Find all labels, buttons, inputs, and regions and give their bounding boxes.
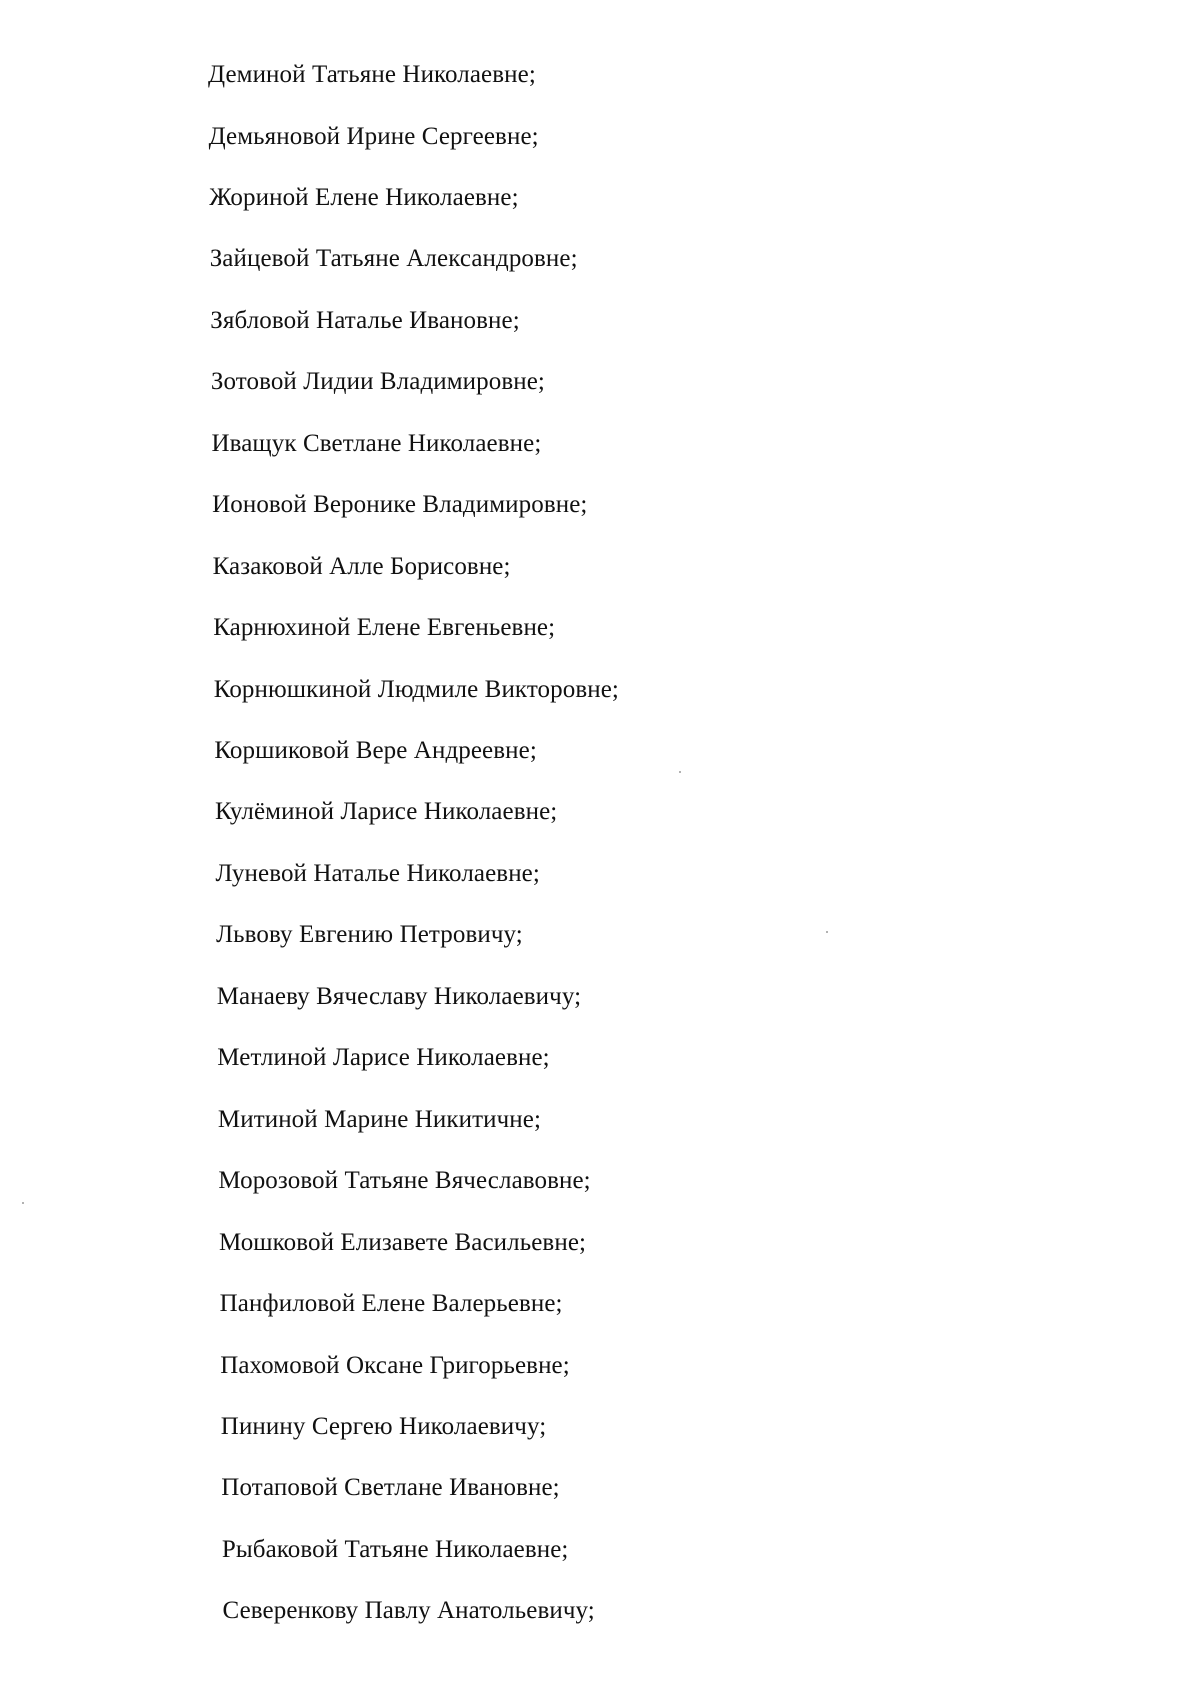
list-item: Метлиной Ларисе Николаевне; — [217, 1044, 550, 1072]
list-item: Митиной Марине Никитичне; — [217, 1105, 541, 1133]
list-item: Деминой Татьяне Николаевне; — [208, 61, 536, 88]
list-item: Кулёминой Ларисе Николаевне; — [215, 798, 558, 826]
list-item: Манаеву Вячеславу Николаевичу; — [216, 982, 582, 1010]
list-item: Зотовой Лидии Владимировне; — [210, 368, 545, 396]
list-item: Иващук Светлане Николаевне; — [211, 429, 542, 457]
list-item: Зайцевой Татьяне Александровне; — [209, 245, 578, 273]
list-item: Демьяновой Ирине Сергеевне; — [208, 122, 539, 150]
list-item: Мошковой Елизавете Васильевне; — [219, 1228, 587, 1256]
list-item: Карнюхиной Елене Евгеньевне; — [213, 614, 556, 642]
list-item: Морозовой Татьяне Вячеславовне; — [218, 1167, 591, 1195]
list-item: Северенкову Павлу Анатольевичу; — [222, 1597, 595, 1625]
list-item: Зябловой Наталье Ивановне; — [210, 306, 520, 334]
list-item: Львову Евгению Петровичу; — [216, 921, 523, 949]
list-item: Корнюшкиной Людмиле Викторовне; — [213, 675, 619, 703]
list-item: Потаповой Светлане Ивановне; — [221, 1474, 560, 1502]
list-item: Жориной Елене Николаевне; — [209, 183, 519, 211]
list-item: Ионовой Веронике Владимировне; — [212, 491, 588, 519]
list-item: Коршиковой Вере Андреевне; — [214, 737, 537, 764]
scan-speck — [22, 1202, 24, 1204]
list-item: Пахомовой Оксане Григорьевне; — [220, 1351, 570, 1379]
list-item: Луневой Наталье Николаевне; — [215, 859, 540, 887]
list-item: Панфиловой Елене Валерьевне; — [219, 1290, 563, 1317]
scan-speck — [826, 931, 828, 933]
list-item: Пинину Сергею Николаевичу; — [220, 1412, 547, 1440]
list-item: Казаковой Алле Борисовне; — [212, 552, 511, 580]
list-item: Рыбаковой Татьяне Николаевне; — [221, 1535, 569, 1563]
scan-speck — [679, 771, 681, 773]
